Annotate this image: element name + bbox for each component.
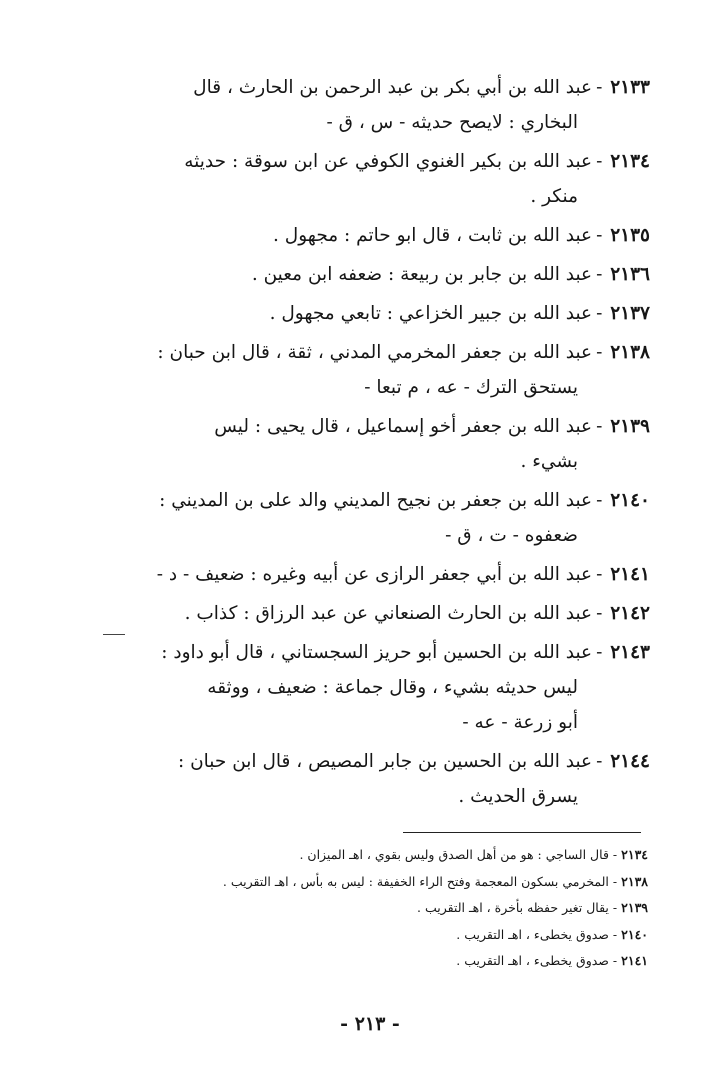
entry-text: عبد الله بن جابر بن ربيعة : ضعفه ابن معين . — [251, 264, 593, 285]
entry-text: عبد الله بن أبي جعفر الرازى عن أبيه وغيره : ضعيف - د - — [156, 564, 593, 585]
entry-text: عبد الله بن الحارث الصنعاني عن عبد الرزاق : كذاب . — [184, 603, 593, 624]
entry-2140 — [120, 483, 650, 553]
entry-number: ٢١٤٣ — [610, 642, 650, 663]
entry-2133 — [120, 70, 650, 140]
footnote — [120, 895, 648, 922]
footnote — [120, 922, 648, 949]
entry-line — [120, 70, 650, 105]
entry-number: ٢١٣٥ — [610, 225, 650, 246]
entry-2143 — [120, 635, 650, 740]
entry-number: ٢١٤١ — [610, 564, 650, 585]
entry-2141 — [120, 557, 650, 592]
footnote-text: قال الساجي : هو من أهل الصدق وليس بقوي ، اهـ الميزان . — [299, 847, 609, 862]
entry-number: ٢١٤٤ — [610, 751, 650, 772]
entry-2137 — [120, 296, 650, 331]
entry-2138 — [120, 335, 650, 405]
footnote-number: ٢١٣٩ — [621, 900, 648, 915]
entry-dash: - — [596, 564, 603, 585]
entry-text: عبد الله بن الحسين بن جابر المصيص ، قال ابن حبان : — [177, 751, 593, 772]
entry-text: عبد الله بن ثابت ، قال ابو حاتم : مجهول . — [273, 225, 593, 246]
footnote-number: ٢١٣٤ — [621, 847, 648, 862]
entry-dash: - — [596, 77, 603, 98]
footnote — [120, 948, 648, 975]
entry-text: عبد الله بن بكير الغنوي الكوفي عن ابن سوقة : حديثه — [184, 151, 593, 172]
footnote-number: ٢١٣٨ — [621, 873, 648, 889]
entry-number: ٢١٣٦ — [610, 264, 650, 285]
entry-line — [120, 257, 650, 292]
footnote-number: ٢١٤١ — [621, 953, 648, 968]
entry-line: ليس حديثه بشيء ، وقال جماعة : ضعيف ، ووثقه — [207, 677, 578, 698]
entry-line: البخاري : لايصح حديثه - س ، ق - — [326, 112, 578, 133]
entry-line — [120, 635, 650, 670]
entry-number: ٢١٤٠ — [610, 490, 650, 511]
entry-2136 — [120, 257, 650, 292]
footnote-text: صدوق يخطىء ، اهـ التقريب . — [456, 926, 609, 942]
entry-line — [120, 596, 650, 631]
entry-2135 — [120, 218, 650, 253]
entry-line: ضعفوه - ت ، ق - — [445, 525, 578, 546]
entry-number: ٢١٣٧ — [610, 303, 650, 324]
entry-line — [120, 296, 650, 331]
entry-dash: - — [596, 151, 603, 172]
footnotes — [120, 842, 648, 975]
entry-text: عبد الله بن جعفر أخو إسماعيل ، قال يحيى : ليس — [214, 416, 593, 437]
entry-number: ٢١٣٩ — [610, 416, 650, 437]
entry-dash: - — [596, 416, 603, 437]
entry-line: يستحق الترك - عه ، م تبعا - — [364, 377, 578, 398]
footnote-dash: - — [612, 900, 618, 915]
page-number: - ٢١٣ - — [340, 1013, 400, 1035]
entry-text: عبد الله بن الحسين أبو حريز السجستاني ، قال أبو داود : — [161, 642, 593, 663]
entries-list — [120, 70, 650, 818]
footnote-dash: - — [612, 873, 618, 889]
footnote — [120, 869, 648, 896]
entry-number: ٢١٣٤ — [610, 151, 650, 172]
entry-dash: - — [596, 342, 603, 363]
entry-line: يسرق الحديث . — [458, 786, 578, 807]
footnote — [120, 842, 648, 869]
footnote-number: ٢١٤٠ — [621, 926, 648, 942]
footnote-text: المخرمي بسكون المعجمة وفتح الراء الخفيفة : ليس به بأس ، اهـ التقريب . — [222, 873, 609, 889]
entry-line — [120, 483, 650, 518]
entry-dash: - — [596, 642, 603, 663]
entry-2134 — [120, 144, 650, 214]
entry-number: ٢١٤٢ — [610, 603, 650, 624]
entry-dash: - — [596, 303, 603, 324]
entry-line — [120, 409, 650, 444]
footnote-divider — [403, 832, 641, 833]
entry-2144 — [120, 744, 650, 814]
entry-line — [120, 335, 650, 370]
entry-number: ٢١٣٣ — [610, 77, 650, 98]
entry-line: بشيء . — [520, 451, 578, 472]
footnote-dash: - — [612, 953, 618, 968]
entry-line — [120, 744, 650, 779]
entry-number: ٢١٣٨ — [610, 342, 650, 363]
entry-text: عبد الله بن جعفر المخرمي المدني ، ثقة ، قال ابن حبان : — [157, 342, 593, 363]
entry-dash: - — [596, 490, 603, 511]
footnote-text: صدوق يخطىء ، اهـ التقريب . — [456, 953, 609, 968]
entry-dash: - — [596, 603, 603, 624]
entry-2139 — [120, 409, 650, 479]
entry-2142 — [120, 596, 650, 631]
entry-line: منكر . — [530, 186, 578, 207]
footnote-dash: - — [612, 926, 618, 942]
entry-text: عبد الله بن جعفر بن نجيح المديني والد على بن المديني : — [159, 490, 593, 511]
entry-line — [120, 557, 650, 592]
entry-text: عبد الله بن أبي بكر بن عبد الرحمن بن الحارث ، قال — [193, 77, 593, 98]
footnote-dash: - — [612, 847, 618, 862]
entry-text: عبد الله بن جبير الخزاعي : تابعي مجهول . — [269, 303, 593, 324]
entry-line — [120, 218, 650, 253]
entry-dash: - — [596, 751, 603, 772]
entry-line: أبو زرعة - عه - — [462, 712, 578, 733]
footnote-text: يقال تغير حفظه بأخرة ، اهـ التقريب . — [417, 900, 609, 915]
margin-mark — [103, 634, 125, 635]
entry-dash: - — [596, 225, 603, 246]
entry-line — [120, 144, 650, 179]
entry-dash: - — [596, 264, 603, 285]
